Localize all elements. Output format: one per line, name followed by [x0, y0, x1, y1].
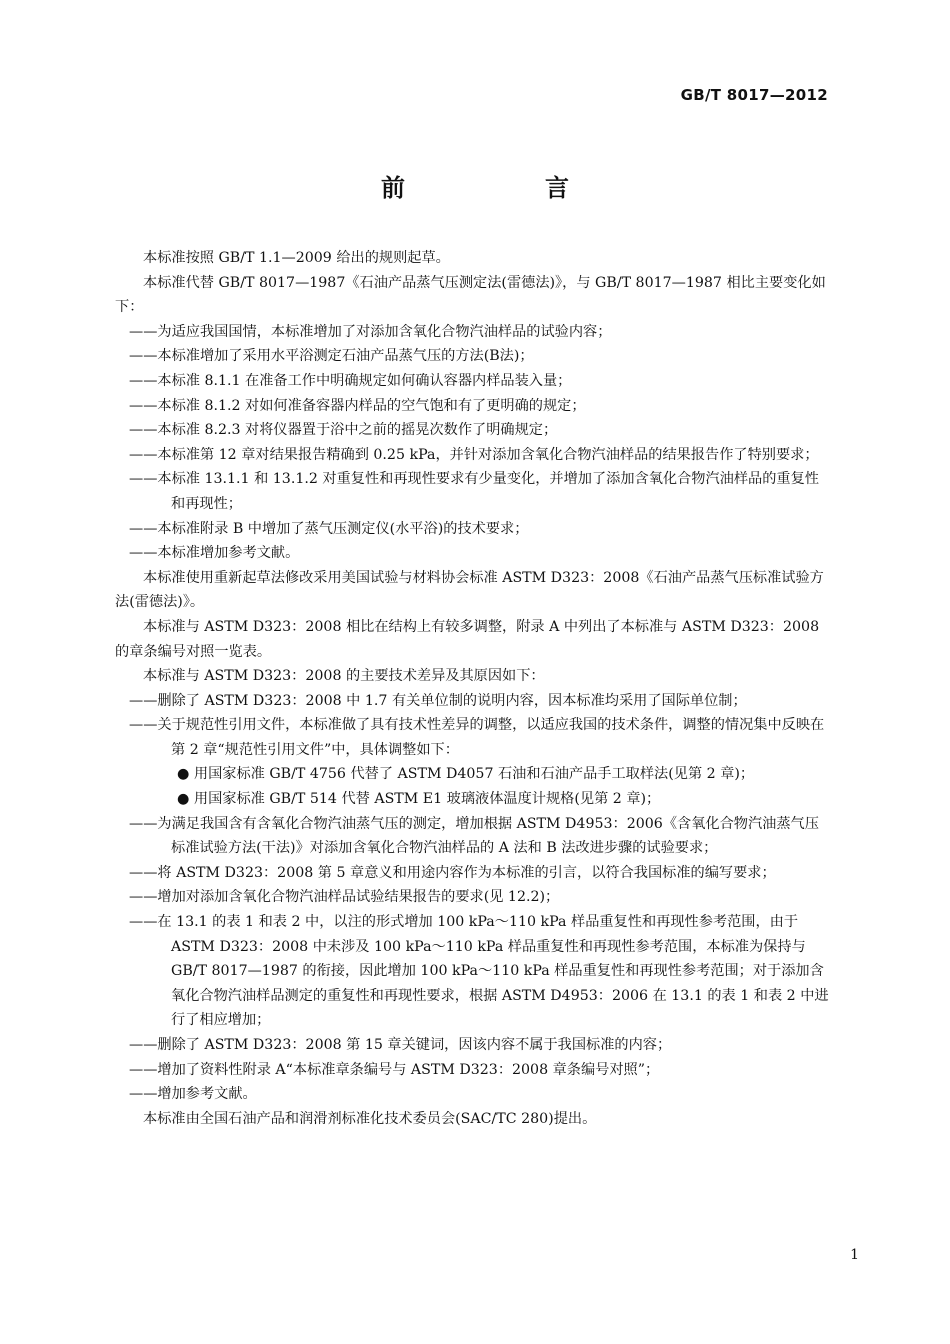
list-item: ——删除了 ASTM D323：2008 中 1.7 有关单位制的说明内容，因本标准均采用了国际单位制； — [129, 692, 747, 709]
paragraph: 本标准使用重新起草法修改采用美国试验与材料协会标准 ASTM D323：2008《石油产品蒸气压标准试验方法(雷德法)》。 — [115, 569, 824, 611]
standard-code: GB/T 8017—2012 — [680, 86, 828, 104]
list-item: ——本标准 8.2.3 对将仪器置于浴中之前的摇晃次数作了明确规定； — [129, 422, 558, 439]
list-item: ——将 ASTM D323：2008 第 5 章意义和用途内容作为本标准的引言，以符合我国标准的编写要求； — [129, 864, 776, 881]
list-item: ——本标准增加了采用水平浴测定石油产品蒸气压的方法(B法)； — [129, 348, 534, 365]
paragraph: 本标准由全国石油产品和润滑剂标准化技术委员会(SAC/TC 280)提出。 — [143, 1110, 597, 1127]
list-item: ——增加参考文献。 — [129, 1086, 257, 1103]
page-number: 1 — [850, 1247, 859, 1263]
list-item: ——本标准 8.1.2 对如何准备容器内样品的空气饱和有了更明确的规定； — [129, 397, 586, 414]
list-item: ——删除了 ASTM D323：2008 第 15 章关键词，因该内容不属于我国标准的内容； — [129, 1037, 672, 1053]
list-item: ——关于规范性引用文件，本标准做了具有技术性差异的调整，以适应我国的技术条件，调整的情况集中反映在第 2 章“规范性引用文件”中，具体调整如下： — [129, 717, 825, 758]
list-item: ——增加对添加含氧化合物汽油样品试验结果报告的要求(见 12.2)； — [129, 889, 560, 906]
list-item: ——在 13.1 的表 1 和表 2 中，以注的形式增加 100 kPa～110 kPa 样品重复性和再现性参考范围，由于 ASTM D323：2008 中未涉及 100 kPa～110 kPa 样品重复性和再现性参考范围，本标准为保持与 GB/T 8017—1987 的衔接，因此增加 100 kPa～110 kPa 样品重复性和再现性参考范围；对于添加含氧化合物汽油样品测定的重复性和再现性要求，根据 ASTM D4953：2006 在 13.1 的表 1 和表 2 中进行了相应增加； — [129, 914, 829, 1029]
paragraph: 本标准与 ASTM D323：2008 的主要技术差异及其原因如下： — [143, 668, 545, 685]
bullet-item: ● 用国家标准 GB/T 514 代替 ASTM E1 玻璃液体温度计规格(见第 2 章)； — [177, 791, 661, 808]
page-title: 前 言 — [381, 174, 627, 202]
paragraph: 本标准代替 GB/T 8017—1987《石油产品蒸气压测定法(雷德法)》，与 GB/T 8017—1987 相比主要变化如下： — [115, 274, 826, 316]
bullet-item: ● 用国家标准 GB/T 4756 代替了 ASTM D4057 石油和石油产品手工取样法(见第 2 章)； — [177, 766, 755, 783]
list-item: ——本标准附录 B 中增加了蒸气压测定仪(水平浴)的技术要求； — [129, 520, 529, 537]
document-body — [115, 246, 830, 1131]
list-item: ——本标准 13.1.1 和 13.1.2 对重复性和再现性要求有少量变化，并增加了添加含氧化合物汽油样品的重复性和再现性； — [129, 471, 819, 512]
list-item: ——为满足我国含有含氧化合物汽油蒸气压的测定，增加根据 ASTM D4953：2006《含氧化合物汽油蒸气压标准试验方法(干法)》对添加含氧化合物汽油样品的 A 法和 B 法改进步骤的试验要求； — [129, 815, 819, 857]
paragraph: 本标准按照 GB/T 1.1—2009 给出的规则起草。 — [143, 250, 450, 266]
list-item: ——增加了资料性附录 A“本标准章条编号与 ASTM D323：2008 章条编号对照”； — [129, 1061, 660, 1078]
list-item: ——本标准第 12 章对结果报告精确到 0.25 kPa，并针对添加含氧化合物汽油样品的结果报告作了特别要求； — [129, 446, 819, 463]
list-item: ——本标准 8.1.1 在准备工作中明确规定如何确认容器内样品装入量； — [129, 372, 572, 389]
list-item: ——为适应我国国情，本标准增加了对添加含氧化合物汽油样品的试验内容； — [129, 323, 612, 340]
paragraph: 本标准与 ASTM D323：2008 相比在结构上有较多调整，附录 A 中列出了本标准与 ASTM D323：2008 的章条编号对照一览表。 — [115, 618, 820, 660]
list-item: ——本标准增加参考文献。 — [129, 545, 300, 562]
